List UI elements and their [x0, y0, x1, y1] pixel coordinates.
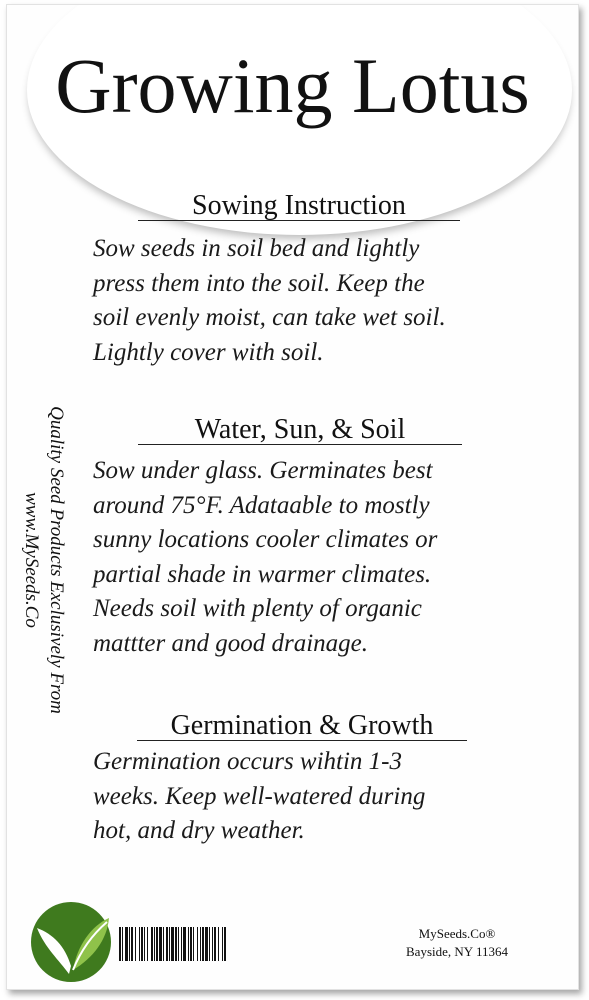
section-body-germination: [93, 745, 533, 849]
side-text-block: [19, 345, 69, 775]
company-location: Bayside, NY 11364: [406, 944, 508, 959]
text-line: Lightly cover with soil.: [93, 338, 324, 366]
seed-packet-card: [6, 4, 579, 990]
text-line: hot, and dry weather.: [93, 817, 305, 844]
company-name: MySeeds.Co®: [418, 926, 496, 941]
text-line: Sow under glass. Germinates best: [93, 457, 433, 484]
text-line: Needs soil with plenty of organic: [93, 595, 422, 622]
section-heading-sowing: Sowing Instruction: [138, 191, 460, 221]
text-line: Sow seeds in soil bed and lightly: [93, 235, 420, 262]
text-line: weeks. Keep well-watered during: [93, 782, 426, 810]
section-body-sowing: [93, 232, 533, 370]
text-line: press them into the soil. Keep the: [93, 269, 425, 297]
text-line: mattter and good drainage.: [93, 629, 368, 657]
text-line: Germination occurs wihtin 1-3: [93, 748, 403, 775]
text-line: partial shade in warmer climates.: [93, 560, 432, 588]
text-line: sunny locations cooler climates or: [93, 526, 438, 553]
section-heading-germination: Germination & Growth: [137, 711, 467, 741]
page-title: Growing Lotus: [55, 42, 530, 129]
company-info: [367, 925, 547, 961]
barcode-bar: [226, 927, 227, 961]
text-line: soil evenly moist, can take wet soil.: [93, 304, 446, 331]
leaf-logo-icon: [29, 900, 113, 984]
section-body-water-sun-soil: [93, 454, 533, 661]
section-heading-water-sun-soil: Water, Sun, & Soil: [138, 415, 462, 445]
text-line: around 75°F. Adataable to mostly: [93, 491, 430, 519]
side-text-tagline: Quality Seed Products Exclusively From: [46, 406, 67, 714]
barcode-icon: [119, 927, 363, 961]
side-text-website: www.MySeeds.Co: [21, 492, 42, 628]
